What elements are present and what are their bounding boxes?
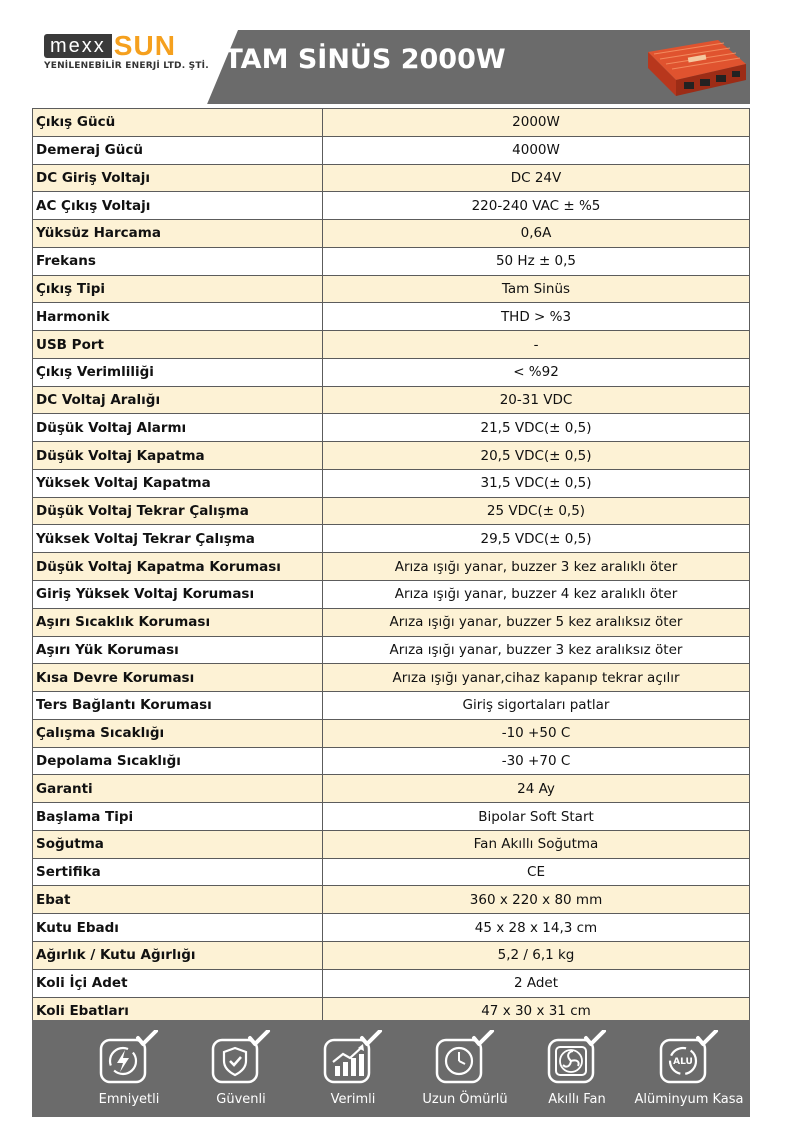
spec-label: Demeraj Gücü	[33, 136, 323, 164]
spec-row	[33, 303, 750, 331]
spec-label: AC Çıkış Voltajı	[33, 192, 323, 220]
spec-row	[33, 164, 750, 192]
spec-value: 2 Adet	[323, 969, 750, 997]
spec-row	[33, 886, 750, 914]
spec-value: DC 24V	[323, 164, 750, 192]
spec-row	[33, 830, 750, 858]
spec-row	[33, 803, 750, 831]
spec-row	[33, 608, 750, 636]
spec-value: 29,5 VDC(± 0,5)	[323, 525, 750, 553]
spec-row	[33, 692, 750, 720]
spec-row	[33, 969, 750, 997]
spec-row	[33, 331, 750, 359]
alu-recycle-icon	[658, 1030, 720, 1086]
spec-label: Çıkış Tipi	[33, 275, 323, 303]
spec-label: Düşük Voltaj Tekrar Çalışma	[33, 497, 323, 525]
spec-label: Çalışma Sıcaklığı	[33, 719, 323, 747]
spec-label: Yüksek Voltaj Tekrar Çalışma	[33, 525, 323, 553]
spec-label: Çıkış Verimliliği	[33, 358, 323, 386]
lightning-cycle-icon	[98, 1030, 160, 1086]
spec-value: THD > %3	[323, 303, 750, 331]
spec-row	[33, 636, 750, 664]
feature-label: Emniyetli	[98, 1092, 160, 1107]
spec-label: Soğutma	[33, 830, 323, 858]
shield-check-icon	[210, 1030, 272, 1086]
spec-value: 220-240 VAC ± %5	[323, 192, 750, 220]
spec-label: Ağırlık / Kutu Ağırlığı	[33, 941, 323, 969]
spec-value: Arıza ışığı yanar, buzzer 3 kez aralıklı öter	[323, 553, 750, 581]
spec-label: Koli Ebatları	[33, 997, 323, 1025]
spec-row	[33, 747, 750, 775]
spec-label: Harmonik	[33, 303, 323, 331]
spec-label: Aşırı Yük Koruması	[33, 636, 323, 664]
feature-akilli-fan	[522, 1030, 632, 1115]
spec-value: 50 Hz ± 0,5	[323, 247, 750, 275]
spec-row	[33, 719, 750, 747]
clock-icon	[434, 1030, 496, 1086]
spec-row	[33, 941, 750, 969]
spec-value: 45 x 28 x 14,3 cm	[323, 914, 750, 942]
spec-label: Yüksek Voltaj Kapatma	[33, 469, 323, 497]
spec-value: Arıza ışığı yanar, buzzer 4 kez aralıklı öter	[323, 581, 750, 609]
spec-row	[33, 914, 750, 942]
spec-row	[33, 664, 750, 692]
spec-value: 2000W	[323, 109, 750, 137]
spec-label: Koli İçi Adet	[33, 969, 323, 997]
spec-row	[33, 136, 750, 164]
feature-uzun-omurlu	[410, 1030, 520, 1115]
spec-value: -	[323, 331, 750, 359]
spec-value: 4000W	[323, 136, 750, 164]
spec-label: Depolama Sıcaklığı	[33, 747, 323, 775]
alu-text: ALU	[673, 1057, 693, 1067]
spec-table	[32, 108, 750, 1053]
spec-value: -10 +50 C	[323, 719, 750, 747]
spec-value: CE	[323, 858, 750, 886]
spec-label: Düşük Voltaj Kapatma Koruması	[33, 553, 323, 581]
spec-value: Tam Sinüs	[323, 275, 750, 303]
spec-row	[33, 469, 750, 497]
spec-row	[33, 775, 750, 803]
spec-row	[33, 220, 750, 248]
spec-row	[33, 414, 750, 442]
spec-value: Arıza ışığı yanar,cihaz kapanıp tekrar açılır	[323, 664, 750, 692]
feature-aluminyum-kasa	[634, 1030, 744, 1115]
spec-label: Düşük Voltaj Alarmı	[33, 414, 323, 442]
spec-value: 5,2 / 6,1 kg	[323, 941, 750, 969]
logo-text-mexx: mexx	[44, 34, 112, 58]
spec-value: < %92	[323, 358, 750, 386]
spec-row	[33, 442, 750, 470]
spec-label: Kutu Ebadı	[33, 914, 323, 942]
spec-value: 20,5 VDC(± 0,5)	[323, 442, 750, 470]
spec-row	[33, 858, 750, 886]
spec-value: Bipolar Soft Start	[323, 803, 750, 831]
feature-emniyetli	[74, 1030, 184, 1115]
feature-guvenli	[186, 1030, 296, 1115]
spec-label: Yüksüz Harcama	[33, 220, 323, 248]
spec-row	[33, 386, 750, 414]
spec-row	[33, 525, 750, 553]
logo-text-sun: SUN	[113, 30, 176, 61]
spec-label: USB Port	[33, 331, 323, 359]
feature-verimli	[298, 1030, 408, 1115]
spec-row	[33, 581, 750, 609]
spec-label: Çıkış Gücü	[33, 109, 323, 137]
growth-chart-icon	[322, 1030, 384, 1086]
fan-icon	[546, 1030, 608, 1086]
spec-label: DC Giriş Voltajı	[33, 164, 323, 192]
feature-label: Akıllı Fan	[548, 1092, 606, 1107]
feature-label: Verimli	[330, 1092, 376, 1107]
spec-label: Başlama Tipi	[33, 803, 323, 831]
spec-row	[33, 247, 750, 275]
spec-label: Ters Bağlantı Koruması	[33, 692, 323, 720]
spec-value: 21,5 VDC(± 0,5)	[323, 414, 750, 442]
spec-value: -30 +70 C	[323, 747, 750, 775]
spec-label: Ebat	[33, 886, 323, 914]
spec-label: Giriş Yüksek Voltaj Koruması	[33, 581, 323, 609]
spec-row	[33, 553, 750, 581]
brand-logo	[44, 30, 176, 61]
spec-value: 31,5 VDC(± 0,5)	[323, 469, 750, 497]
feature-label: Uzun Ömürlü	[422, 1092, 508, 1107]
spec-label: Frekans	[33, 247, 323, 275]
spec-value: Giriş sigortaları patlar	[323, 692, 750, 720]
spec-value: Fan Akıllı Soğutma	[323, 830, 750, 858]
page-title: TAM SİNÜS 2000W	[224, 44, 506, 75]
company-name: YENİLENEBİLİR ENERJİ LTD. ŞTİ.	[44, 61, 209, 71]
spec-value: 0,6A	[323, 220, 750, 248]
features-bar	[32, 1020, 750, 1117]
inverter-product-image	[640, 34, 750, 104]
spec-value: 24 Ay	[323, 775, 750, 803]
spec-row	[33, 275, 750, 303]
spec-value: 47 x 30 x 31 cm	[323, 997, 750, 1025]
spec-row	[33, 497, 750, 525]
spec-label: Sertifika	[33, 858, 323, 886]
spec-label: Kısa Devre Koruması	[33, 664, 323, 692]
spec-row	[33, 358, 750, 386]
spec-value: 25 VDC(± 0,5)	[323, 497, 750, 525]
spec-label: DC Voltaj Aralığı	[33, 386, 323, 414]
feature-label: Güvenli	[216, 1092, 266, 1107]
spec-value: 20-31 VDC	[323, 386, 750, 414]
spec-value: 360 x 220 x 80 mm	[323, 886, 750, 914]
spec-value: Arıza ışığı yanar, buzzer 3 kez aralıksız öter	[323, 636, 750, 664]
spec-label: Aşırı Sıcaklık Koruması	[33, 608, 323, 636]
spec-label: Düşük Voltaj Kapatma	[33, 442, 323, 470]
feature-label: Alüminyum Kasa	[634, 1092, 744, 1107]
spec-row	[33, 192, 750, 220]
spec-value: Arıza ışığı yanar, buzzer 5 kez aralıksız öter	[323, 608, 750, 636]
spec-row	[33, 109, 750, 137]
spec-label: Garanti	[33, 775, 323, 803]
